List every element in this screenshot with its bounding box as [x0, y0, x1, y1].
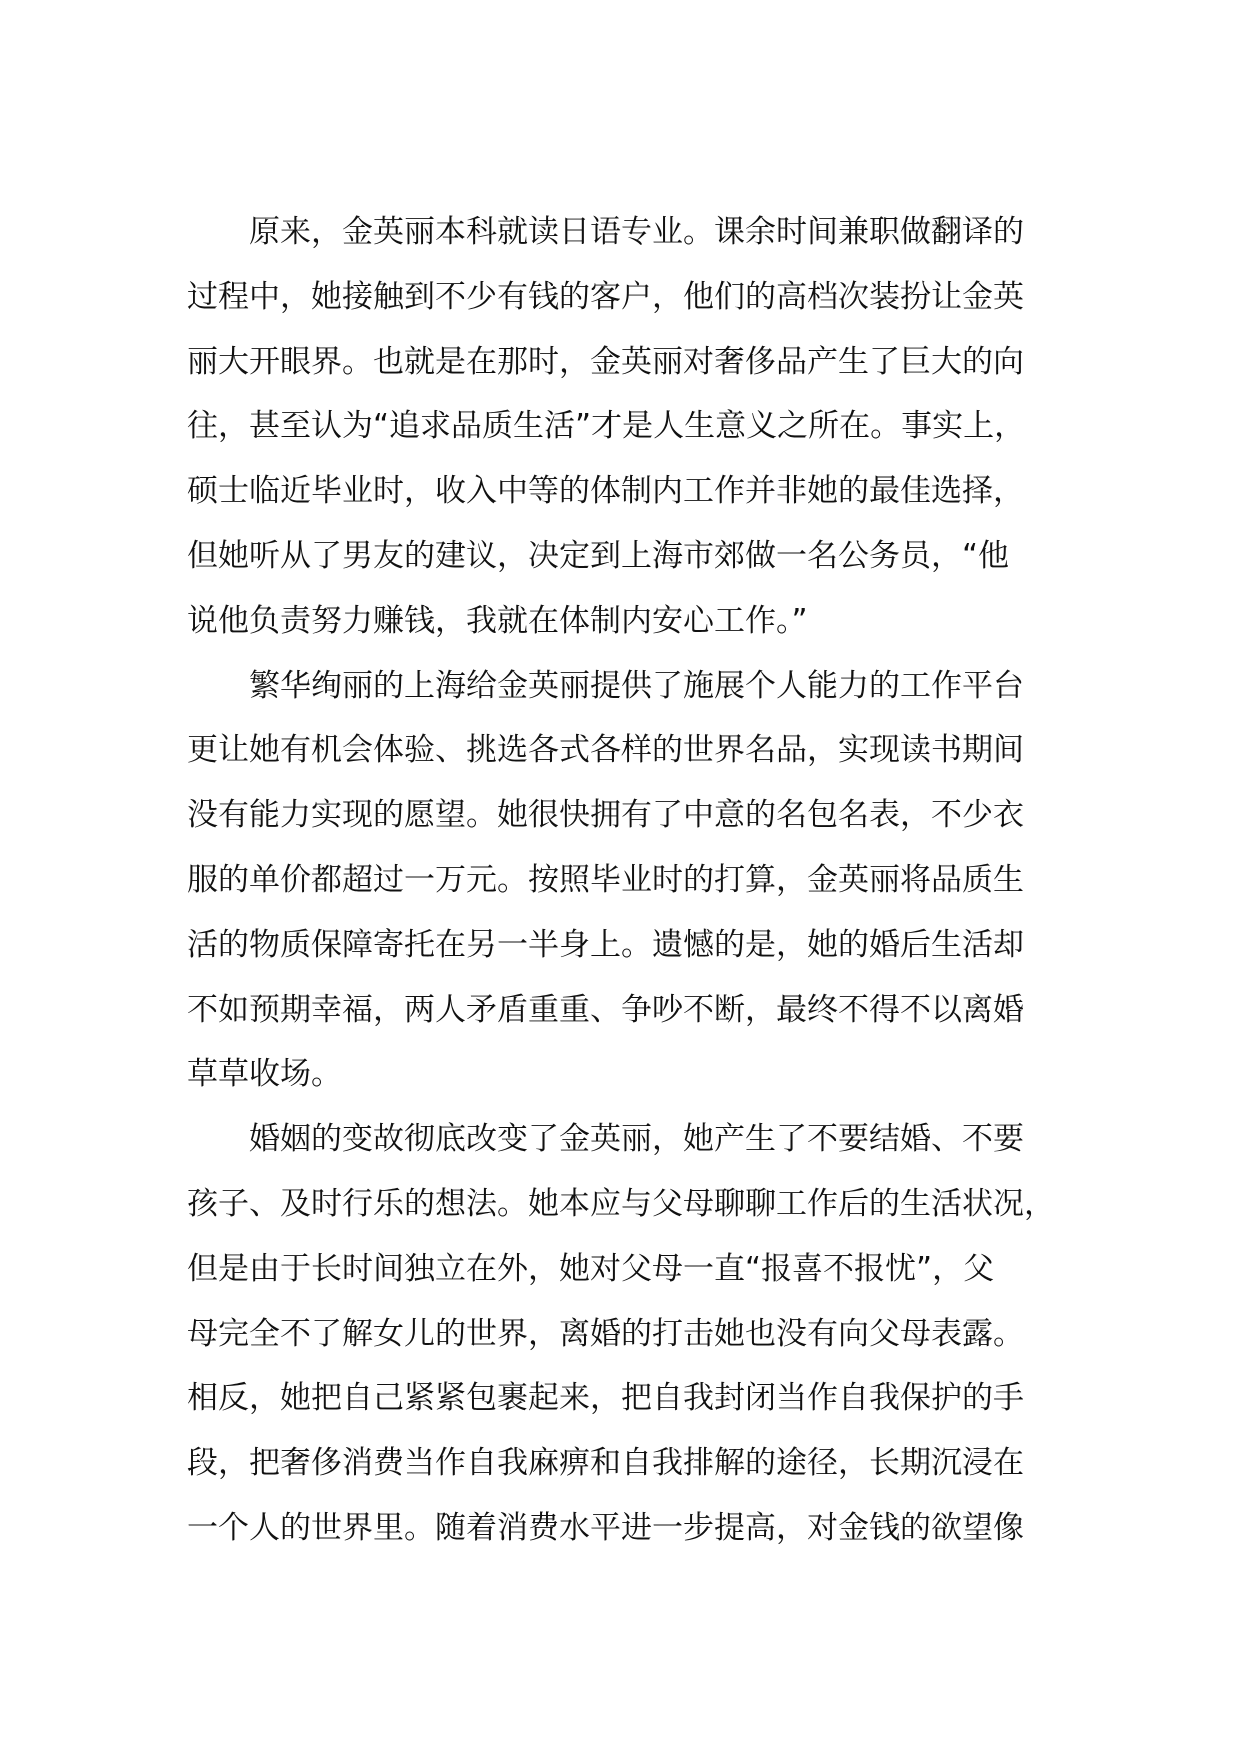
text-line: 丽大开眼界。也就是在那时，金英丽对奢侈品产生了巨大的向 [187, 343, 1024, 380]
text-line: 往，甚至认为“追求品质生活”才是人生意义之所在。事实上， [187, 408, 1026, 445]
text-line: 段，把奢侈消费当作自我麻痹和自我排解的途径，长期沉浸在 [187, 1445, 1024, 1482]
text-line: 但是由于长时间独立在外，她对父母一直“报喜不报忧”，父 [187, 1250, 995, 1287]
article-body [187, 200, 1067, 1561]
text-line: 草草收场。 [187, 1056, 342, 1093]
text-line: 但她听从了男友的建议，决定到上海市郊做一名公务员，“他 [187, 537, 1010, 574]
text-line: 母完全不了解女儿的世界，离婚的打击她也没有向父母表露。 [187, 1315, 1024, 1352]
text-line: 过程中，她接触到不少有钱的客户，他们的高档次装扮让金英 [187, 278, 1024, 315]
text-line: 没有能力实现的愿望。她很快拥有了中意的名包名表，不少衣 [187, 797, 1024, 834]
text-line: 一个人的世界里。随着消费水平进一步提高，对金钱的欲望像 [187, 1509, 1024, 1546]
text-line: 原来，金英丽本科就读日语专业。课余时间兼职做翻译的 [187, 214, 1024, 250]
text-line: 相反，她把自己紧紧包裹起来，把自我封闭当作自我保护的手 [187, 1380, 1024, 1417]
text-line: 硕士临近毕业时，收入中等的体制内工作并非她的最佳选择， [187, 473, 1024, 510]
text-line: 不如预期幸福，两人矛盾重重、争吵不断，最终不得不以离婚 [187, 991, 1024, 1028]
text-line: 孩子、及时行乐的想法。她本应与父母聊聊工作后的生活状况， [187, 1185, 1055, 1222]
text-line: 活的物质保障寄托在另一半身上。遗憾的是，她的婚后生活却 [187, 926, 1024, 963]
text-line: 更让她有机会体验、挑选各式各样的世界名品，实现读书期间 [187, 732, 1024, 769]
text-line: 婚姻的变故彻底改变了金英丽，她产生了不要结婚、不要 [187, 1121, 1024, 1158]
text-line: 繁华绚丽的上海给金英丽提供了施展个人能力的工作平台 [187, 667, 1024, 704]
text-line: 服的单价都超过一万元。按照毕业时的打算，金英丽将品质生 [187, 861, 1024, 898]
text-line: 说他负责努力赚钱，我就在体制内安心工作。” [187, 602, 808, 639]
